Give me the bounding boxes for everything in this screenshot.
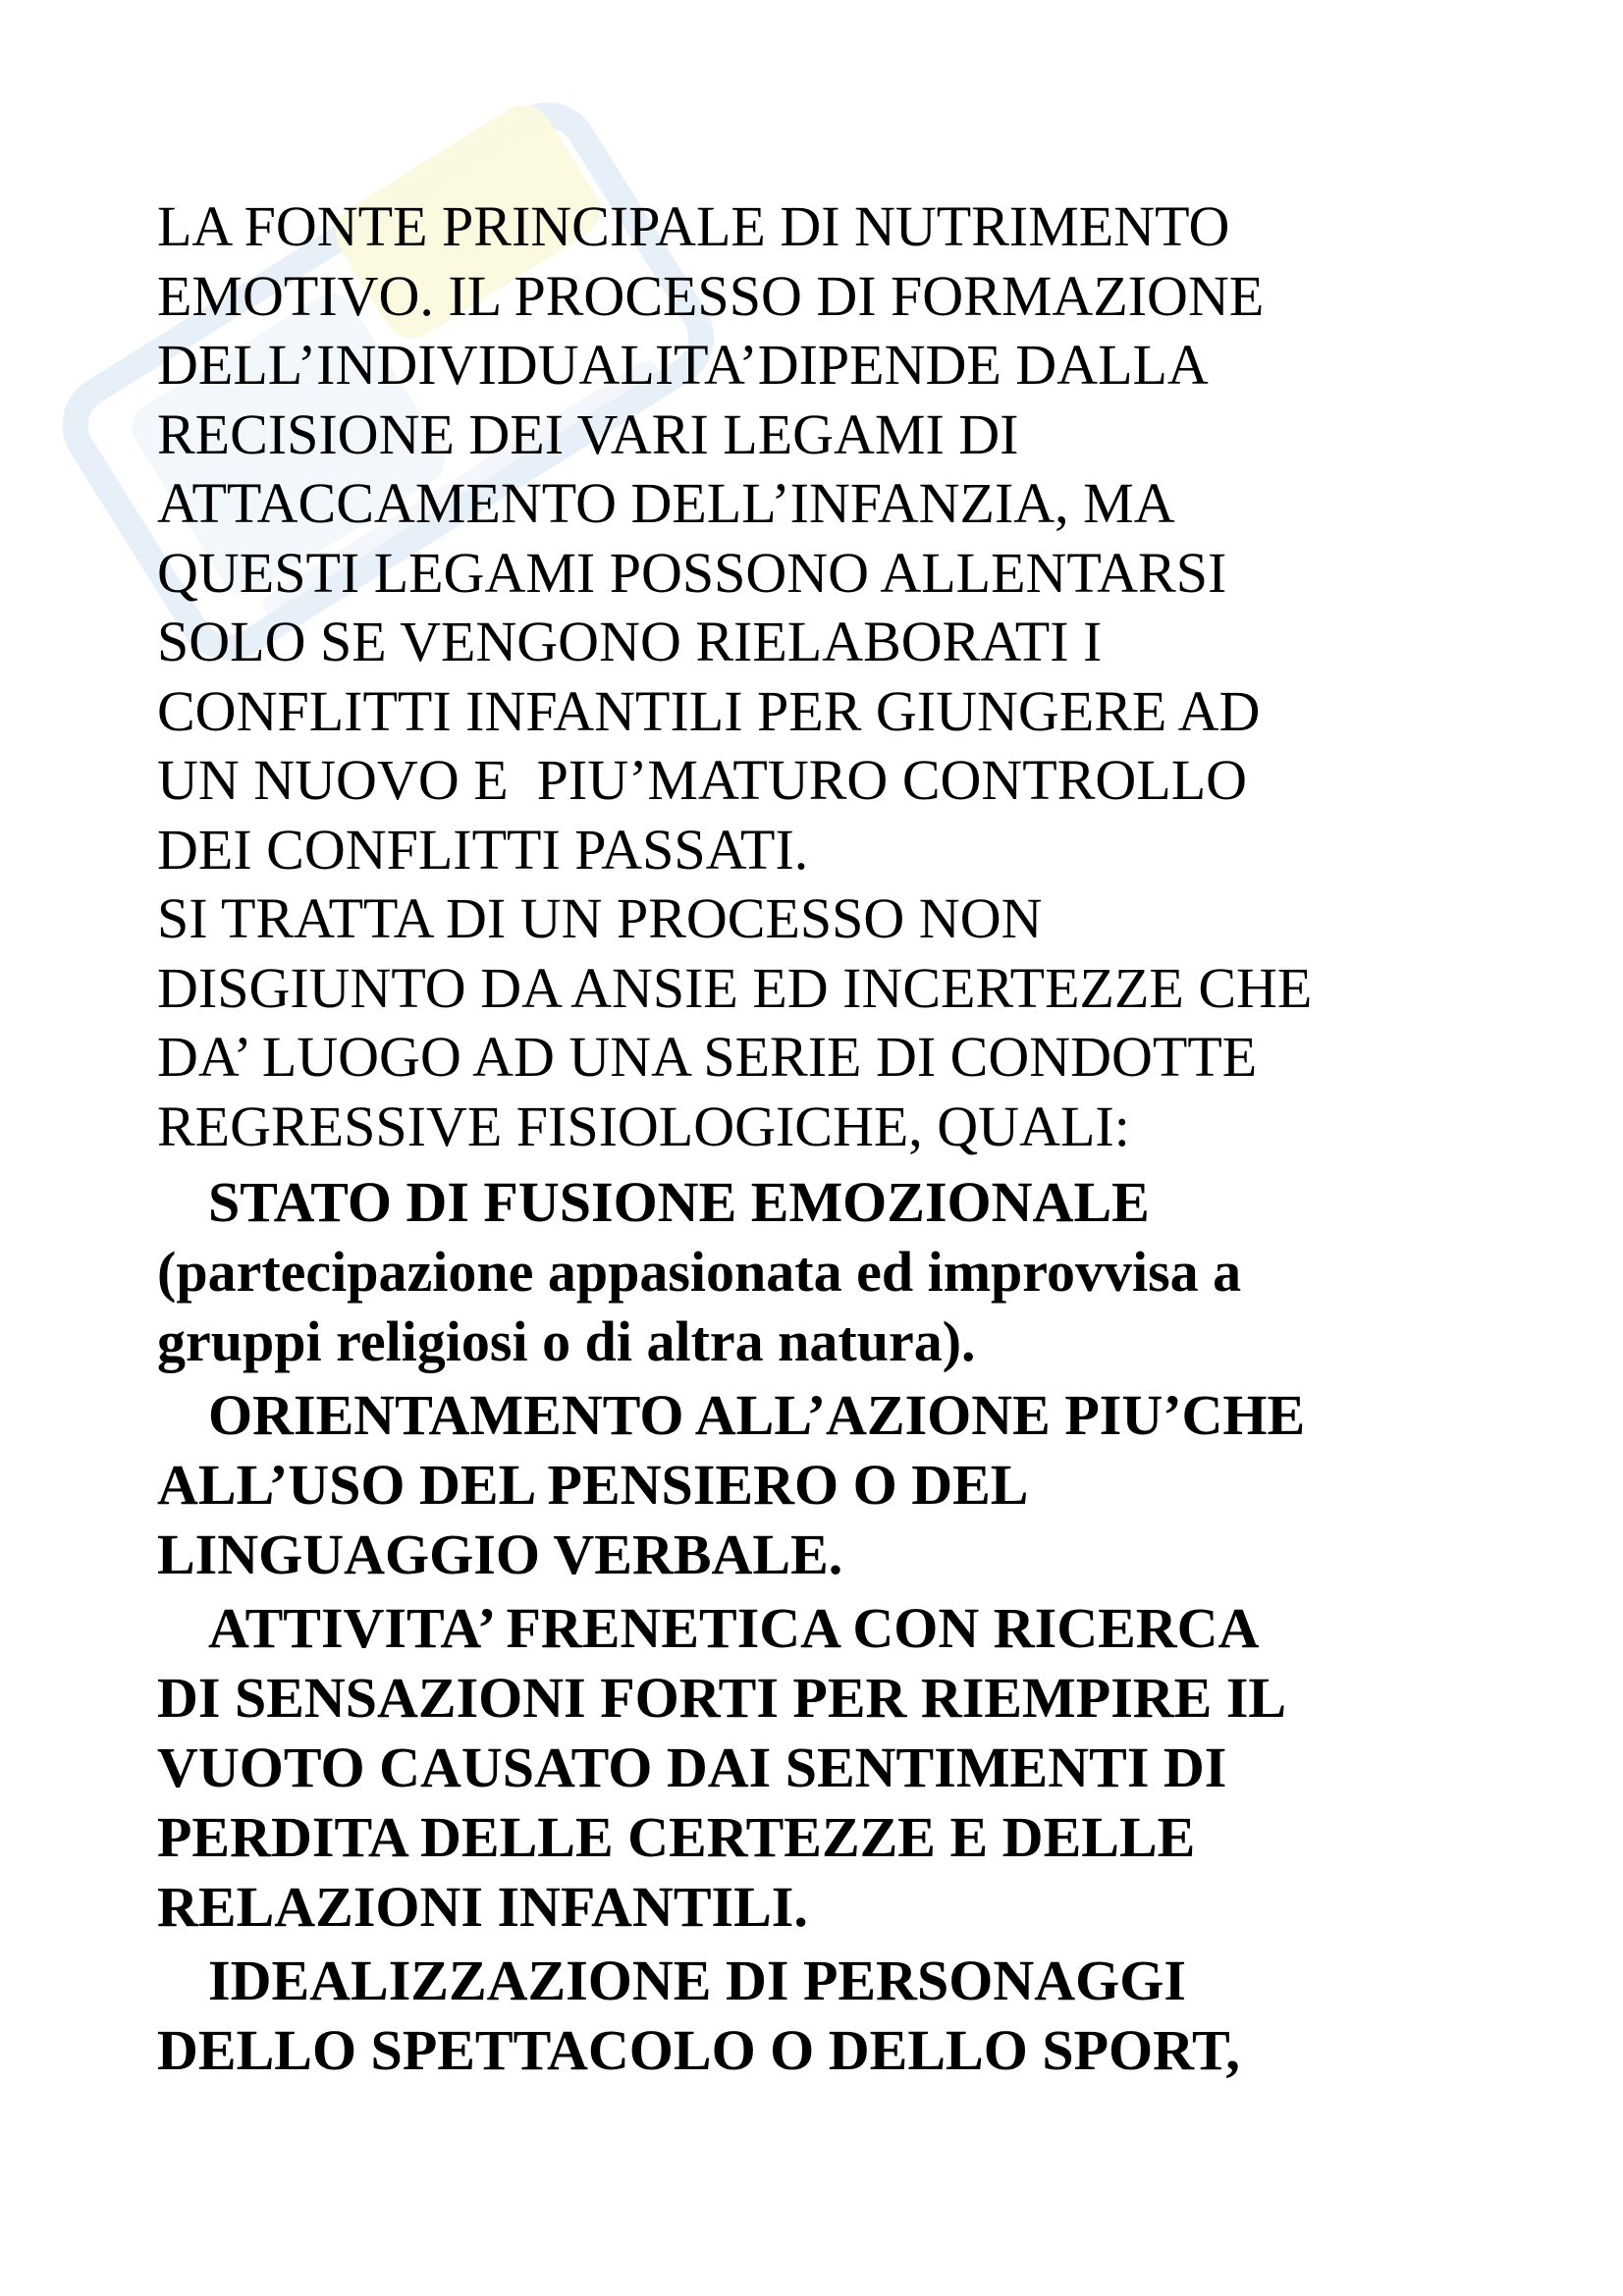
item-heading-line: ORIENTAMENTO ALL’AZIONE PIU’CHE [208,1383,1306,1447]
text-line: gruppi religiosi o di altra natura). [157,1309,976,1373]
list-item-idealizzazione [157,1946,1434,2085]
list-item-attivita [157,1593,1434,1942]
document-body [157,192,1434,2085]
text-line: PERDITA DELLE CERTEZZE E DELLE [157,1805,1196,1869]
text-line: LA FONTE PRINCIPALE DI NUTRIMENTO [157,194,1230,258]
paragraph-intro [157,192,1434,884]
text-line: DI SENSAZIONI FORTI PER RIEMPIRE IL [157,1666,1287,1730]
text-line: UN NUOVO E PIU’MATURO CONTROLLO [157,748,1248,812]
text-line: DELLO SPETTACOLO O DELLO SPORT, [157,2018,1240,2082]
text-line: RECISIONE DEI VARI LEGAMI DI [157,401,1019,466]
text-line: DA’ LUOGO AD UNA SERIE DI CONDOTTE [157,1025,1258,1089]
paragraph-process [157,884,1434,1161]
text-line: EMOTIVO. IL PROCESSO DI FORMAZIONE [157,263,1265,328]
text-line: (partecipazione appasionata ed improvvisa a [157,1240,1242,1304]
text-line: DEI CONFLITTI PASSATI. [157,817,809,881]
item-heading-line: STATO DI FUSIONE EMOZIONALE [208,1170,1150,1234]
text-line: SI TRATTA DI UN PROCESSO NON [157,886,1043,950]
item-heading-line: IDEALIZZAZIONE DI PERSONAGGI [208,1949,1186,2012]
text-line: ALL’USO DEL PENSIERO O DEL [157,1453,1029,1517]
text-line: ATTACCAMENTO DELL’INFANZIA, MA [157,471,1175,535]
list-item-orientamento [157,1380,1434,1589]
text-line: LINGUAGGIO VERBALE. [157,1522,843,1586]
list-item-fusione [157,1167,1434,1376]
text-line: CONFLITTI INFANTILI PER GIUNGERE AD [157,678,1261,743]
text-line: VUOTO CAUSATO DAI SENTIMENTI DI [157,1735,1227,1799]
text-line: QUESTI LEGAMI POSSONO ALLENTARSI [157,540,1227,605]
text-line: REGRESSIVE FISIOLOGICHE, QUALI: [157,1094,1130,1158]
text-line: SOLO SE VENGONO RIELABORATI I [157,610,1103,673]
text-line: DISGIUNTO DA ANSIE ED INCERTEZZE CHE [157,955,1313,1020]
text-line: DELL’INDIVIDUALITA’DIPENDE DALLA [157,333,1209,397]
item-heading-line: ATTIVITA’ FRENETICA CON RICERCA [208,1596,1260,1660]
text-line: RELAZIONI INFANTILI. [157,1875,808,1939]
